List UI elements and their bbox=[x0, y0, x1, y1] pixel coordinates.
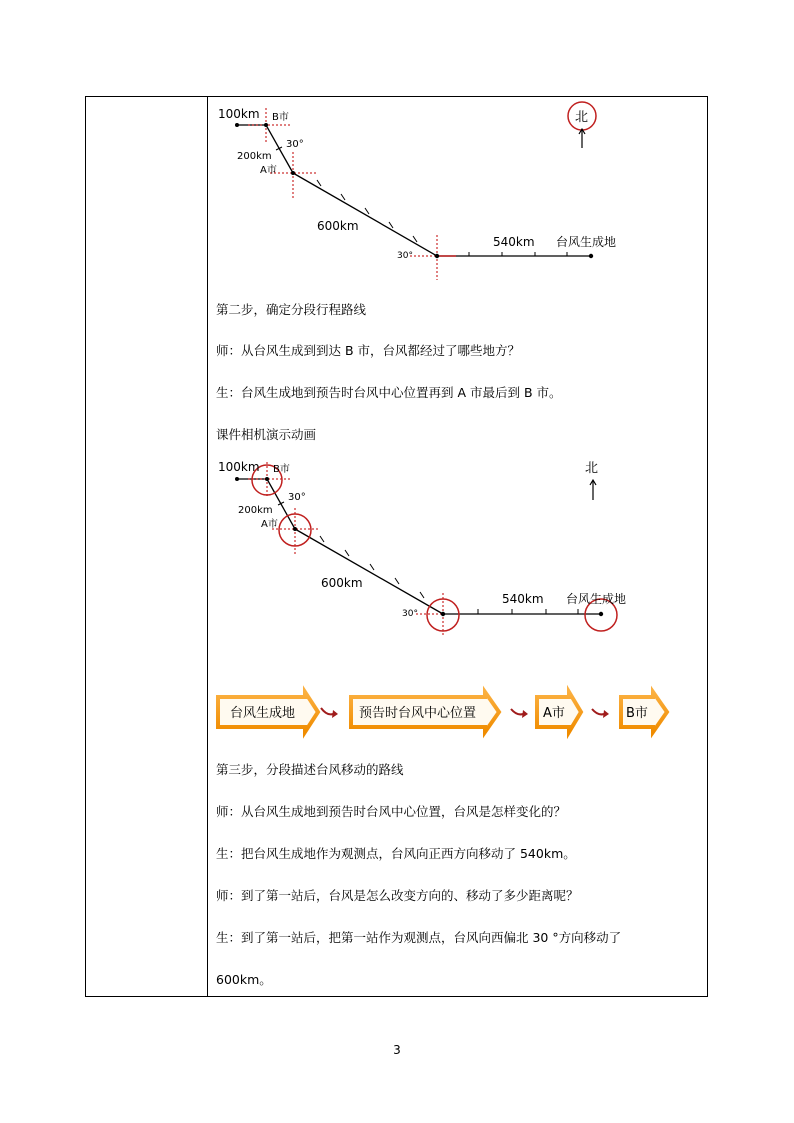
curved-arrow-icon bbox=[511, 709, 523, 714]
curved-arrow-icon bbox=[321, 708, 333, 714]
teacher-question-3: 师：到了第一站后，台风是怎么改变方向的、移动了多少距离呢？ bbox=[216, 888, 579, 903]
label-b-city: B市 bbox=[273, 464, 290, 475]
label-b-city: B市 bbox=[272, 112, 289, 123]
label-600km: 600km bbox=[321, 576, 363, 590]
step3-title: 第三步，分段描述台风移动的路线 bbox=[216, 762, 404, 777]
flow-label-origin: 台风生成地 bbox=[230, 706, 296, 721]
flow-label-a-city: A市 bbox=[543, 706, 565, 721]
label-origin: 台风生成地 bbox=[566, 592, 627, 606]
teacher-question-2: 师：从台风生成地到预告时台风中心位置，台风是怎样变化的？ bbox=[216, 804, 567, 819]
label-540km: 540km bbox=[502, 592, 544, 606]
curved-arrow-icon bbox=[592, 709, 604, 714]
teacher-question-1: 师：从台风生成到到达 B 市，台风都经过了哪些地方？ bbox=[216, 343, 521, 358]
label-200km: 200km bbox=[238, 505, 273, 516]
label-origin: 台风生成地 bbox=[556, 235, 617, 249]
label-30-bottom: 30° bbox=[402, 609, 418, 619]
north-label: 北 bbox=[575, 110, 589, 125]
label-30-top: 30° bbox=[286, 139, 304, 150]
label-100km: 100km bbox=[218, 460, 260, 474]
page-number: 3 bbox=[393, 1043, 401, 1057]
label-a-city: A市 bbox=[261, 519, 278, 530]
student-answer-1: 生：台风生成地到预告时台风中心位置再到 A 市最后到 B 市。 bbox=[216, 385, 562, 400]
label-30-top: 30° bbox=[288, 492, 306, 503]
student-answer-3-line1: 生：到了第一站后，把第一站作为观测点，台风向西偏北 30 °方向移动了 bbox=[216, 930, 622, 945]
label-600km: 600km bbox=[317, 219, 359, 233]
flow-label-b-city: B市 bbox=[626, 706, 648, 721]
label-100km: 100km bbox=[218, 107, 260, 121]
label-540km: 540km bbox=[493, 235, 535, 249]
student-answer-3-line2: 600km。 bbox=[216, 972, 272, 987]
label-30-bottom: 30° bbox=[397, 251, 413, 261]
student-answer-2: 生：把台风生成地作为观测点，台风向正西方向移动了 540km。 bbox=[216, 846, 576, 861]
label-a-city: A市 bbox=[260, 165, 277, 176]
courseware-note: 课件相机演示动画 bbox=[216, 427, 317, 442]
north-label: 北 bbox=[585, 461, 599, 476]
step2-title: 第二步，确定分段行程路线 bbox=[216, 302, 367, 317]
label-200km: 200km bbox=[237, 151, 272, 162]
flow-label-forecast-center: 预告时台风中心位置 bbox=[359, 706, 477, 721]
